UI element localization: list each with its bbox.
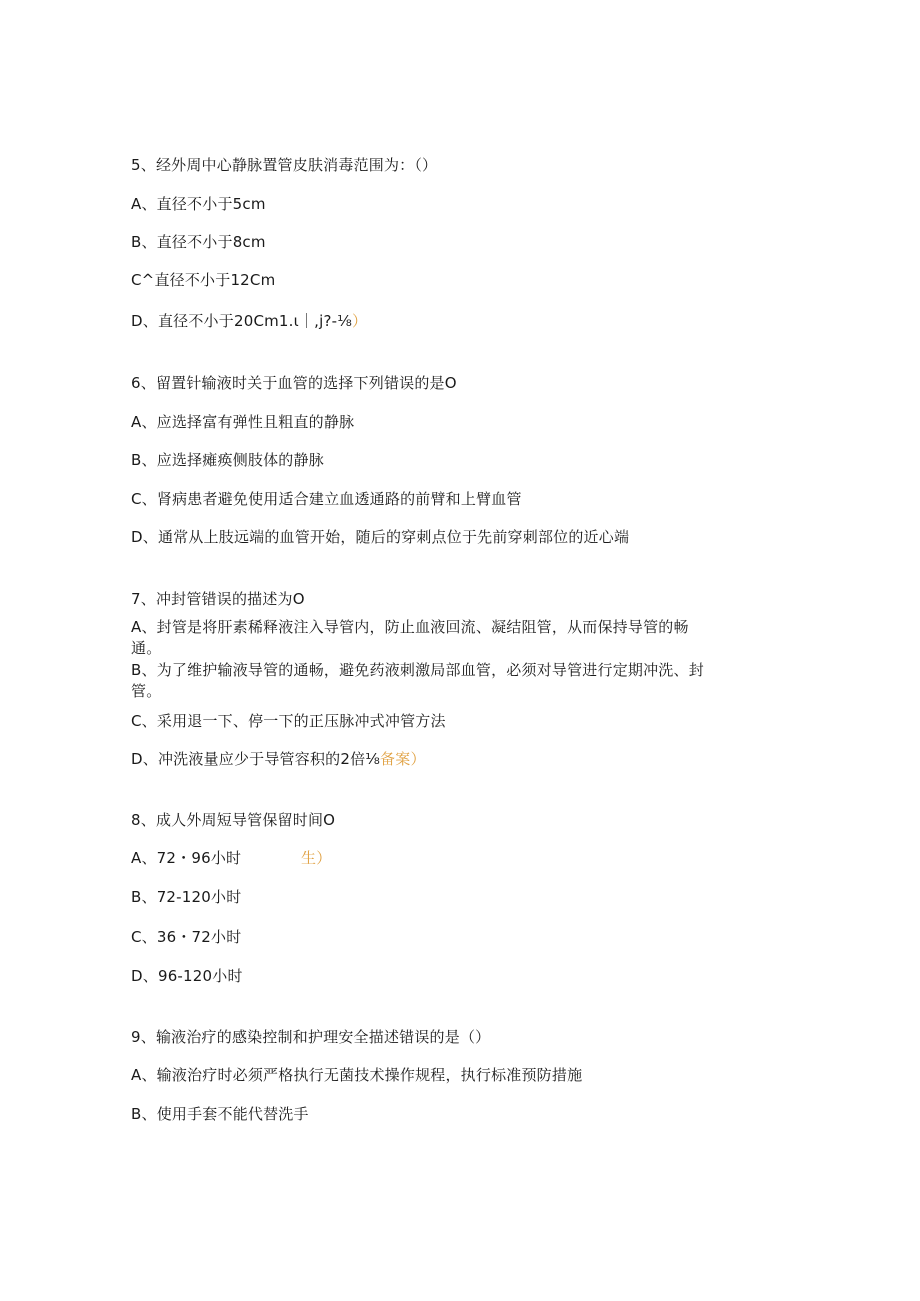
question-5-option-d: D、直径不小于20Cm1.ι｜,j?-⅛ — [131, 312, 352, 330]
question-7-option-a-cont: 通。 — [131, 639, 162, 657]
question-7-option-b: B、为了维护输液导管的通畅，避免药液刺激局部血管，必须对导管进行定期冲洗、封 — [131, 661, 704, 679]
question-5-option-d-row — [131, 311, 367, 331]
question-9-option-b: B、使用手套不能代替洗手 — [131, 1105, 309, 1123]
question-5-option-b: B、直径不小于8cm — [131, 233, 266, 251]
question-7-option-a: A、封管是将肝素稀释液注入导管内，防止血液回流、凝结阻管，从而保持导管的畅 — [131, 618, 689, 636]
question-8-a-note: 生） — [301, 849, 332, 867]
question-9-option-a: A、输液治疗时必须严格执行无菌技术操作规程，执行标准预防措施 — [131, 1066, 583, 1084]
question-7-d-note: 备案） — [380, 750, 426, 768]
question-9-title: 9、输液治疗的感染控制和护理安全描述错误的是（） — [131, 1028, 491, 1046]
question-8-option-b: B、72-120小时 — [131, 888, 242, 906]
question-8-option-c: C、36・72小时 — [131, 928, 242, 946]
question-8-option-a: A、72・96小时 — [131, 849, 242, 867]
question-7-option-c: C、采用退一下、停一下的正压脉冲式冲管方法 — [131, 712, 446, 730]
question-6-option-d: D、通常从上肢远端的血管开始，随后的穿刺点位于先前穿刺部位的近心端 — [131, 528, 630, 546]
question-5-option-a: A、直径不小于5cm — [131, 195, 266, 213]
question-6-option-c: C、肾病患者避免使用适合建立血透通路的前臂和上臂血管 — [131, 490, 522, 508]
question-6-option-a: A、应选择富有弹性且粗直的静脉 — [131, 413, 355, 431]
question-5-title: 5、经外周中心静脉置管皮肤消毒范围为：（） — [131, 156, 438, 174]
question-5-d-note: ） — [351, 312, 368, 330]
question-6-option-b: B、应选择瘫痪侧肢体的静脉 — [131, 451, 324, 469]
question-7-option-b-cont: 管。 — [131, 682, 162, 700]
question-7-option-d-row — [131, 749, 426, 769]
question-7-title: 7、冲封管错误的描述为O — [131, 590, 305, 608]
question-6-title: 6、留置针输液时关于血管的选择下列错误的是O — [131, 374, 457, 392]
question-8-title: 8、成人外周短导管保留时间O — [131, 811, 336, 829]
question-7-option-d: D、冲洗液量应少于导管容积的2倍⅛ — [131, 750, 381, 768]
question-8-option-d: D、96-120小时 — [131, 967, 243, 985]
question-5-option-c: C^直径不小于12Cm — [131, 271, 276, 289]
